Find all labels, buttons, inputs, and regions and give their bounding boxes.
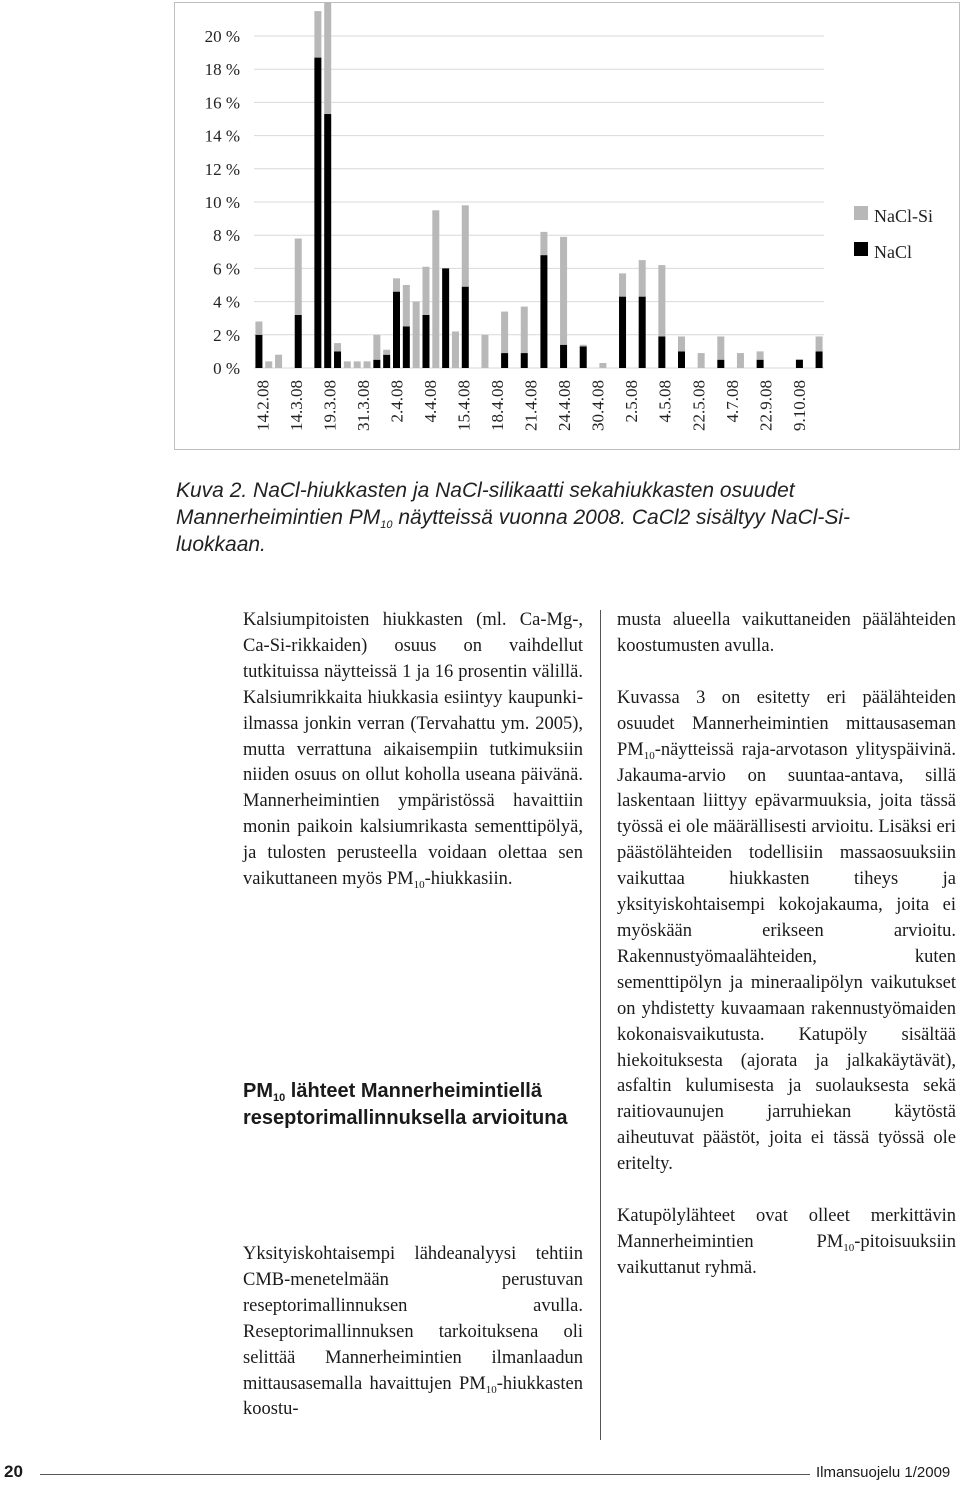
x-tick-label: 14.3.08 [286,380,306,431]
bar-nacl-si [373,335,380,360]
right-paragraph-1: musta alueella vaikuttaneiden päälähteiden koostumusten avulla. [617,610,956,656]
bar-nacl-si [816,336,823,351]
section-heading [243,1078,583,1132]
bar-nacl-si [324,2,331,114]
left-paragraph-2 [243,1242,583,1423]
right-column [617,608,956,1282]
heading-text: lähteet Mannerheimintiellä reseptorimallinnuksella arvioituna [243,1080,568,1129]
bar-nacl-si [560,237,567,345]
bar-nacl [373,360,380,368]
bar-nacl-si [364,361,371,368]
legend-swatch-nacl [854,242,868,256]
y-tick-label: 4 % [213,292,240,312]
y-tick-label: 10 % [204,193,240,212]
bar-nacl-si [462,205,469,286]
legend-swatch-nacl-si [854,206,868,220]
bar-nacl-si [619,273,626,296]
right-paragraph-2 [617,686,956,1178]
legend-label-nacl-si: NaCl-Si [874,206,934,226]
x-tick-label: 31.3.08 [353,380,373,431]
bar-nacl [403,327,410,369]
bar-nacl-si [314,11,321,57]
caption-line-2a: Mannerheimintien PM [176,506,381,529]
bar-nacl-si [344,361,351,368]
bar-nacl-si [354,361,361,368]
bar-nacl [295,315,302,368]
bar-nacl-si [383,350,390,355]
bar-nacl [658,336,665,368]
y-tick-label: 14 % [204,126,240,146]
right-p3-text: Katupölylähteet ovat olleet merkittävin Mannerheimintien PM [617,1206,956,1252]
caption-line-2b: näytteissä vuonna 2008. CaCl2 sisältyy NaCl-Si- [392,506,851,529]
bar-nacl-si [737,353,744,368]
bar-nacl-si [255,322,262,335]
x-tick-label: 2.5.08 [622,380,642,423]
bar-nacl [422,315,429,368]
bar-nacl-si [639,260,646,297]
bar-nacl-si [717,336,724,359]
bar-nacl [580,346,587,368]
bar-nacl [255,335,262,368]
bar-nacl [462,287,469,368]
bar-nacl [560,345,567,368]
left-p1-text: Kalsiumpitoisten hiukkasten (ml. Ca-Mg-, Ca-Si-rikkaiden) osuus on vaihdellut tutkituissa näytteissä 1 ja 16 prosentin välillä. Kalsiumrikkaita hiukkasia esiintyy kaupunki-ilmassa jonkin verran (Tervahattu ym. 2005), mutta verrattuna aikaisempiin tutkimuksiin niiden osuus on ollut koholla useana päivänä. Mannerheimintien ympäristössä havaittiin monin paikoin kalsiumrikasta sementtipölyä, ja tulosten perusteella voidaan olettaa sen vaikuttaneen myös PM [243,610,583,890]
bar-nacl-si [521,307,528,353]
bar-nacl-si [403,285,410,327]
y-tick-label: 2 % [213,325,240,345]
magazine-issue: Ilmansuojelu 1/2009 [816,1464,951,1481]
column-divider [600,610,601,1440]
bar-nacl-si [452,331,459,368]
legend-label-nacl: NaCl [874,242,912,262]
bar-nacl [757,360,764,368]
y-tick-label: 18 % [204,60,240,80]
bar-nacl-si [275,355,282,368]
bar-nacl-si [295,239,302,315]
bar-nacl-si [698,353,705,368]
bar-nacl-si [501,312,508,354]
heading-pm: PM [243,1080,273,1102]
bar-nacl [393,292,400,368]
y-tick-label: 20 % [204,27,240,46]
right-p2-subscript: 10 [643,749,655,762]
bar-chart [174,2,958,452]
right-p3-subscript: 10 [843,1241,855,1254]
bar-nacl-si [393,278,400,291]
bar-nacl-si [334,343,341,351]
bar-nacl-si [678,336,685,351]
bar-nacl-si [481,335,488,368]
y-tick-label: 12 % [204,159,240,179]
bar-nacl [619,297,626,368]
x-tick-label: 18.4.08 [488,380,508,431]
y-tick-label: 6 % [213,259,240,279]
bar-nacl [540,255,547,368]
bar-nacl [442,268,449,368]
right-p3-tail: -pitoisuuksiin vaikuttanut ryhmä. [617,1231,956,1278]
heading-subscript: 10 [273,1092,286,1104]
x-tick-label: 9.10.08 [789,380,809,431]
bar-nacl [334,351,341,368]
caption-subscript: 10 [380,519,393,531]
bar-nacl-si [265,361,272,368]
x-tick-label: 30.4.08 [588,380,608,431]
bar-nacl [501,353,508,368]
bar-nacl-si [413,302,420,368]
bar-nacl-si [599,363,606,368]
left-p1-tail: -hiukkasiin. [424,869,513,890]
bar-nacl-si [757,351,764,359]
right-paragraph-3 [617,1204,956,1282]
page-number: 20 [4,1462,23,1481]
left-p2-text: Yksityiskohtaisempi lähdeanalyysi tehtiin CMB-menetelmään perustuvan reseptorimallinnuksen avulla. Reseptorimallinnuksen tarkoituksena oli selittää Mannerheimintien ilmanlaadun mittausasemalla havaittujen PM [243,1244,583,1394]
y-tick-label: 16 % [204,93,240,113]
bar-nacl-si [580,345,587,347]
left-p1-subscript: 10 [413,879,425,892]
left-column [243,608,583,893]
bar-nacl [639,297,646,368]
left-paragraph-1 [243,608,583,893]
bar-nacl-si [422,267,429,315]
x-tick-label: 15.4.08 [454,380,474,431]
y-tick-label: 8 % [213,226,240,246]
footer-rule [40,1474,810,1475]
bar-nacl-si [432,210,439,368]
right-p2-text: Kuvassa 3 on esitetty eri päälähteiden osuudet Mannerheimintien mittausaseman PM [617,687,956,760]
bar-nacl [314,58,321,368]
figure-caption [176,477,916,558]
x-tick-label: 2.4.08 [387,380,407,423]
x-tick-label: 22.9.08 [756,380,776,431]
x-tick-label: 21.4.08 [521,380,541,431]
left-p2-tail: -hiukkasten koostu- [243,1373,583,1420]
left-p2-subscript: 10 [485,1383,497,1396]
x-tick-label: 22.5.08 [689,380,709,431]
x-tick-label: 24.4.08 [555,380,575,431]
bar-nacl [678,351,685,368]
x-tick-label: 4.5.08 [655,380,675,423]
bar-nacl [796,360,803,368]
x-tick-label: 19.3.08 [320,380,340,431]
bar-nacl [816,351,823,368]
left-column-lower [243,1242,583,1423]
bar-nacl [717,360,724,368]
bar-nacl [521,353,528,368]
y-tick-label: 0 % [213,359,240,378]
caption-line-1: Kuva 2. NaCl-hiukkasten ja NaCl-silikaatti sekahiukkasten osuudet [176,479,795,502]
bar-nacl-si [658,265,665,336]
bar-nacl [383,355,390,368]
x-tick-label: 4.4.08 [421,380,441,423]
bar-nacl [324,114,331,368]
x-tick-label: 4.7.08 [722,380,742,423]
x-tick-label: 14.2.08 [253,380,273,431]
bar-nacl-si [540,232,547,255]
caption-line-3: luokkaan. [176,533,266,556]
right-p2-tail: -näytteissä raja-arvotason ylityspäivinä. Jakauma-arvio on suuntaa-antava, sillä laskentaan liittyy epävarmuuksia, joita tässä työssä ei ole määrällisesti arvioitu. Lisäksi eri päästölähteiden todellisiin massaosuuksiin vaikuttaa hiukkasten tiheys ja yksityiskohtaisempi kokojakauma, joita ei myöskään erikseen arvioitu. Rakennustyömaalähteiden, kuten sementtipölyn ja mineraalipölyn vaikutukset on yhdistetty kuvaamaan rakennustyömaiden kokonaisvaikutusta. Katupöly sisältää hiekoituksesta (ajorata ja jalkakäytävät), asfaltin kulumisesta ja suolauksesta sekä raitiovaunujen jarruhiekan käytöstä aiheutuvat päästöt, joita ei tässä työssä ole eritelty. [617,739,956,1175]
